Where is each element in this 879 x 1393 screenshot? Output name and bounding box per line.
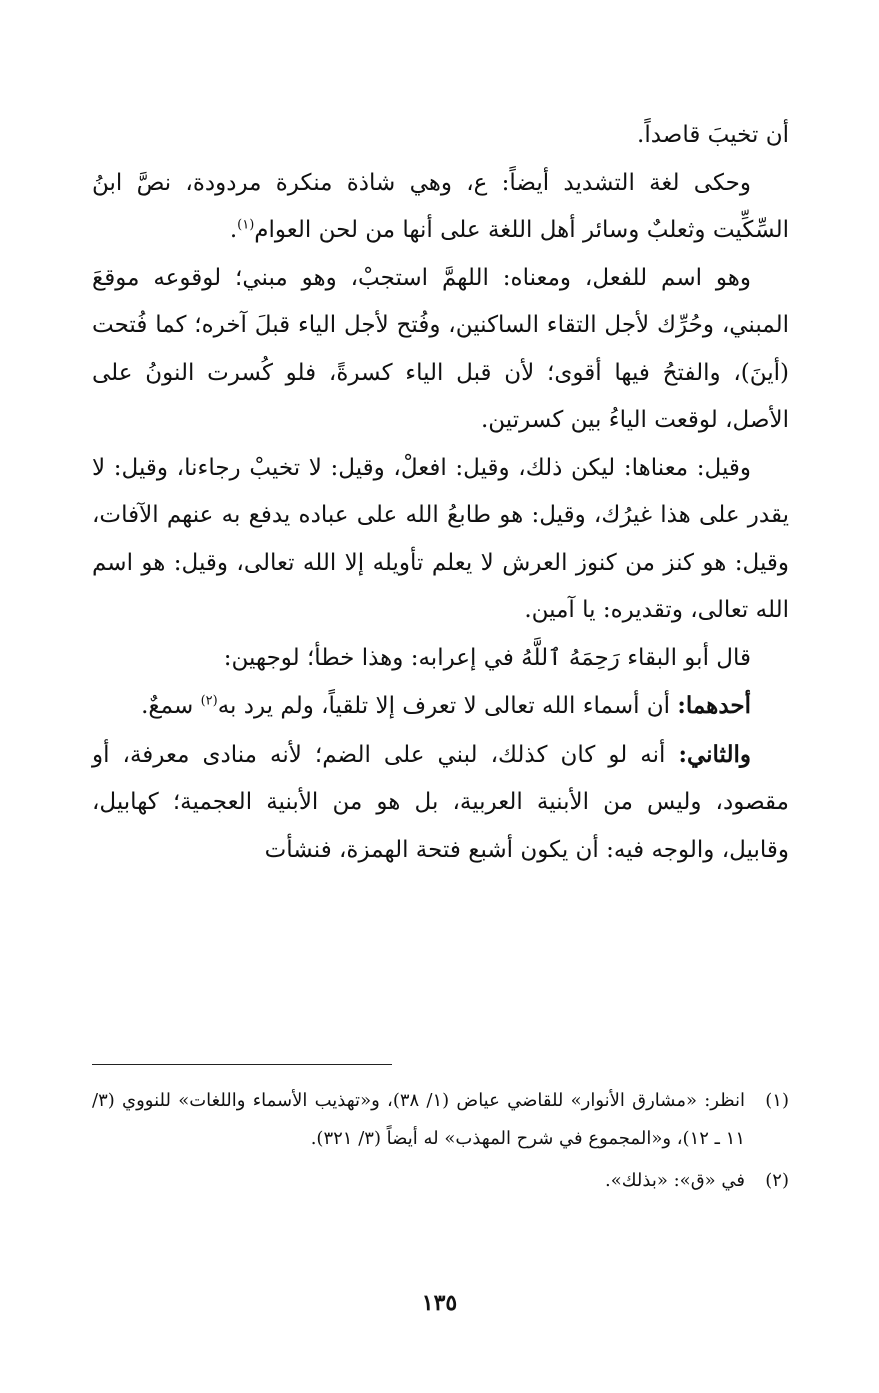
main-text-block xyxy=(92,112,789,874)
paragraph-3: وهو اسم للفعل، ومعناه: اللهمَّ استجبْ، وهو مبني؛ لوقوعه موقعَ المبني، وحُرِّك لأجل التقاء الساكنين، وفُتح لأجل الياء قبلَ آخره؛ كما فُتحت (أينَ)، والفتحُ فيها أقوى؛ لأن قبل الياء كسرةً، فلو كُسرت النونُ على الأصل، لوقعت الياءُ بين كسرتين. xyxy=(92,264,789,433)
paragraph-6-lead: أحدهما: xyxy=(677,692,751,719)
footnote-1-number: (١) xyxy=(765,1090,789,1111)
footnote-1 xyxy=(92,1082,789,1158)
page-number: ١٣٥ xyxy=(421,1290,458,1316)
paragraph-6-text: أن أسماء الله تعالى لا تعرف إلا تلقياً، ولم يرد به xyxy=(217,693,678,719)
footnote-rule-line xyxy=(92,1064,392,1065)
paragraph-7-lead: والثاني: xyxy=(678,740,751,768)
footnotes-section xyxy=(92,1082,789,1204)
paragraph-7 xyxy=(92,731,789,875)
footnote-ref-2[interactable]: (٢) xyxy=(200,693,218,709)
footnote-1-text: انظر: «مشارق الأنوار» للقاضي عياض (١/ ٣٨)، و«تهذيب الأسماء واللغات» للنووي (٣/ ١١ ـ ١٢)، و«المجموع في شرح المهذب» له أيضاً (٣/ ٣٢١). xyxy=(92,1090,746,1149)
footnote-2-text: في «ق»: «بذلك». xyxy=(605,1170,745,1191)
paragraph-5: قال أبو البقاء رَحِمَهُ ٱللَّهُ في إعرابه: وهذا خطأ؛ لوجهين: xyxy=(223,644,751,671)
footnote-ref-1[interactable]: (١) xyxy=(237,217,255,233)
paragraph-1: أن تخيبَ قاصداً. xyxy=(637,122,789,148)
footnote-2-number: (٢) xyxy=(765,1170,789,1191)
footnote-2 xyxy=(92,1162,789,1200)
paragraph-2 xyxy=(92,160,789,255)
paragraph-4: وقيل: معناها: ليكن ذلك، وقيل: افعلْ، وقيل: لا تخيبْ رجاءنا، وقيل: لا يقدر على هذا غيرُك، وقيل: هو طابعُ الله على عباده يدفع به عنهم الآفات، وقيل: هو كنز من كنوز العرش لا يعلم تأويله إلا الله تعالى، وقيل: هو اسم الله تعالى، وتقديره: يا آمين. xyxy=(92,454,789,623)
paragraph-6 xyxy=(92,682,789,731)
paragraph-6-end: سمعٌ. xyxy=(141,693,201,719)
paragraph-7-text: أنه لو كان كذلك، لبني على الضم؛ لأنه منادى معرفة، أو مقصود، وليس من الأبنية العربية، بل هو من الأبنية العجمية؛ كهابيل، وقابيل، والوجه فيه: أن يكون أشبع فتحة الهمزة، فنشأت xyxy=(92,741,790,863)
paragraph-2-text: وحكى لغة التشديد أيضاً: ع، وهي شاذة منكرة مردودة، نصَّ ابنُ السِّكِّيت وثعلبٌ وسائر أهل اللغة على أنها من لحن العوام xyxy=(92,169,789,243)
paragraph-2-end: . xyxy=(229,217,238,243)
